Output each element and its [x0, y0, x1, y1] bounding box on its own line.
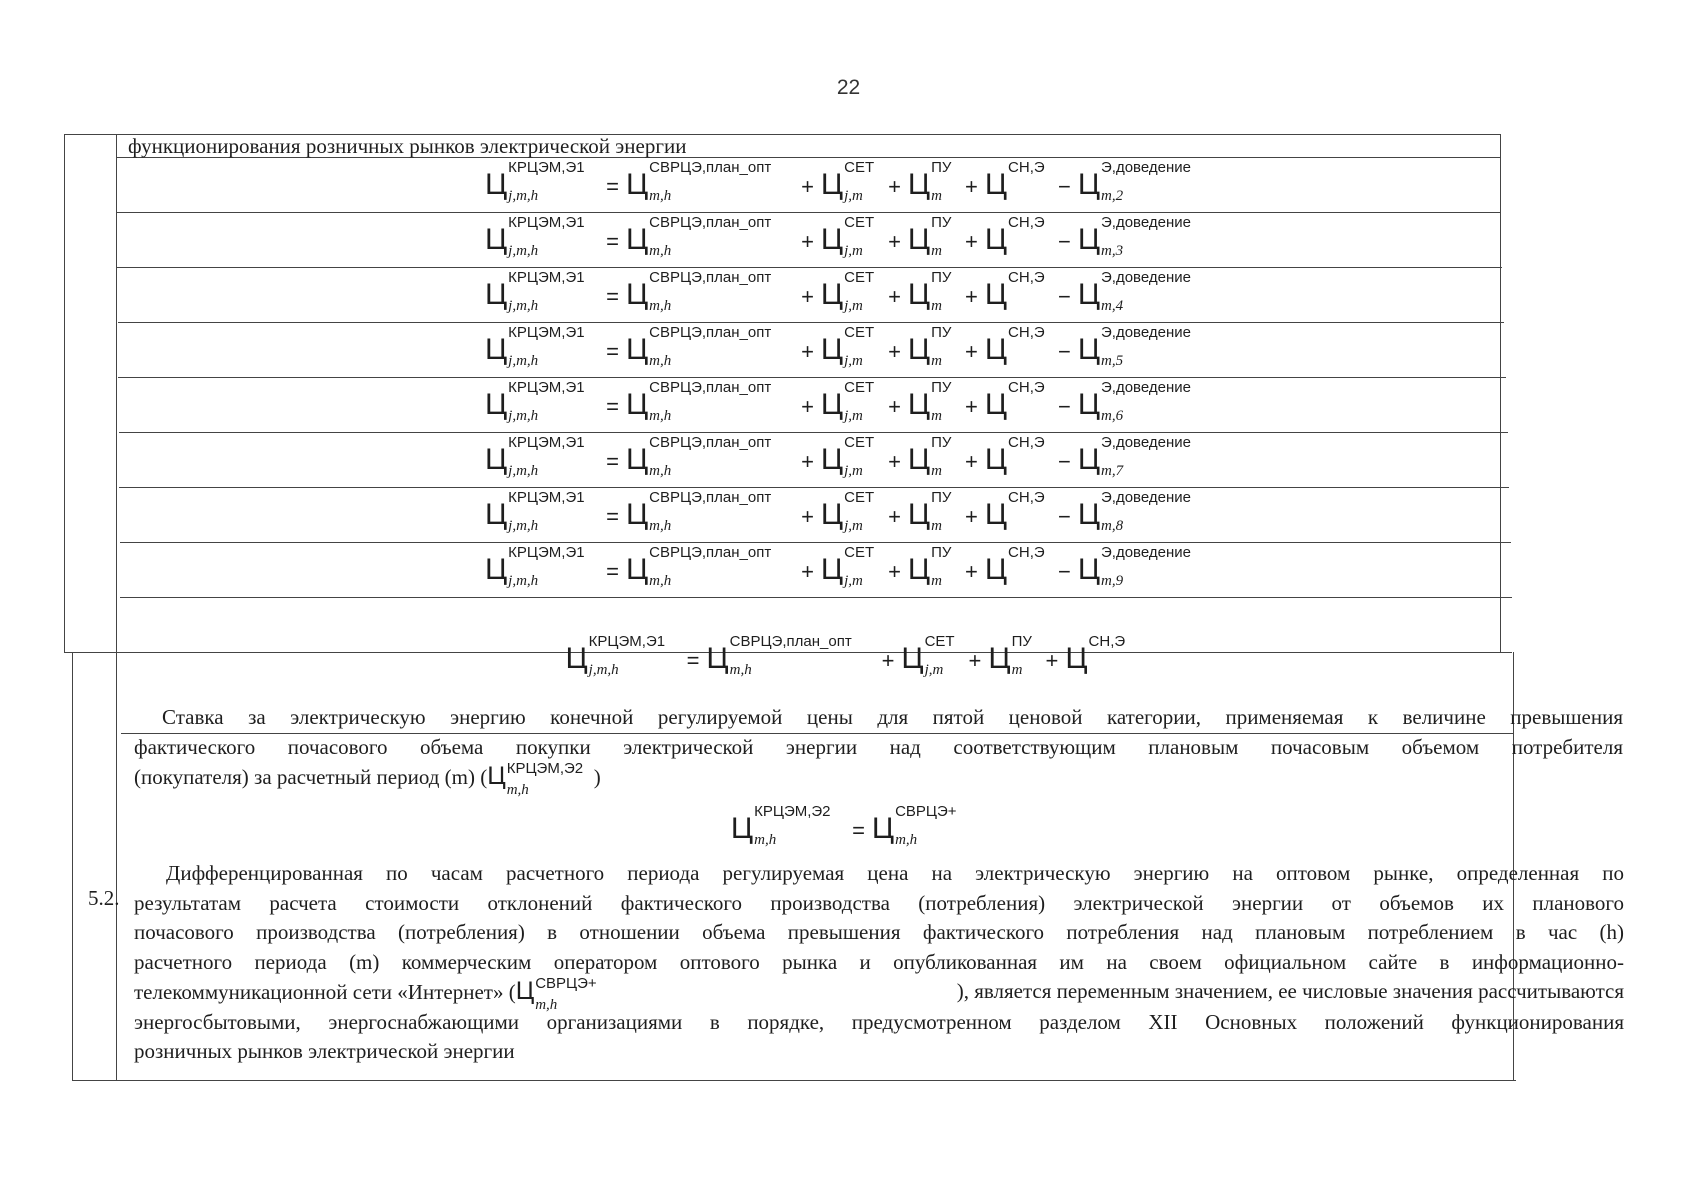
para2-line: розничных рынков электрической энергии [134, 1039, 515, 1063]
term-sn: Ц СН,Э [984, 544, 1045, 586]
term-set: Ц СЕТ j,m [820, 489, 875, 534]
term-svrce: Ц СВРЦЭ,план_опт m,h [625, 489, 772, 534]
lhs-term: Ц КРЦЭМ,Э1 j,m,h [484, 489, 585, 534]
continuation-text: функционирования розничных рынков электрической энергии [128, 134, 687, 158]
formula-row: Ц КРЦЭМ,Э1 j,m,h = Ц СВРЦЭ,план_опт m,h + Ц СЕТ j,m + Ц ПУ m + Ц СН,Э − Ц Э,доведение m,4 [484, 269, 1191, 314]
formula-row: Ц КРЦЭМ,Э1 j,m,h = Ц СВРЦЭ,план_опт m,h + Ц СЕТ j,m + Ц ПУ m + Ц СН,Э − Ц Э,доведение m,5 [484, 324, 1191, 369]
lhs-term: Ц КРЦЭМ,Э1 j,m,h [484, 324, 585, 369]
term-dovedenie: Ц Э,доведение m,8 [1077, 489, 1191, 534]
term-svrce: Ц СВРЦЭ,план_опт m,h [625, 324, 772, 369]
term-svrce: Ц СВРЦЭ,план_опт m,h [625, 379, 772, 424]
term-set: Ц СЕТ j,m [820, 544, 875, 589]
term-set: Ц СЕТ j,m [820, 324, 875, 369]
term-sn: Ц СН,Э [984, 324, 1045, 366]
rate-description [134, 703, 1623, 798]
row-number: 5.2. [88, 886, 120, 910]
term-svrce: Ц СВРЦЭ,план_опт m,h [625, 434, 772, 479]
para2-line: почасового производства (потребления) в отношении объема превышения фактического потребления над плановым потреблением в час (h) [134, 920, 1624, 944]
para2-line: расчетного периода (m) коммерческим оператором оптового рынка и опубликованная им на своем официальном сайте в информационно- [134, 949, 1624, 974]
term-svrce: Ц СВРЦЭ,план_опт m,h [625, 544, 772, 589]
para2-line: энергосбытовыми, энергоснабжающими организациями в порядке, предусмотренном разделом XII Основных положений функционирования [134, 1009, 1624, 1034]
formula-row: Ц КРЦЭМ,Э1 j,m,h = Ц СВРЦЭ,план_опт m,h + Ц СЕТ j,m + Ц ПУ m + Ц СН,Э − Ц Э,доведение m,6 [484, 379, 1191, 424]
formula-row: Ц КРЦЭМ,Э1 j,m,h = Ц СВРЦЭ,план_опт m,h + Ц СЕТ j,m + Ц ПУ m + Ц СН,Э − Ц Э,доведение m,9 [484, 544, 1191, 589]
price-definition [134, 859, 1624, 1067]
term-sn: Ц СН,Э [984, 379, 1045, 421]
lhs-term: Ц КРЦЭМ,Э1 j,m,h [565, 633, 666, 678]
term-pu: Ц ПУ m [907, 379, 952, 424]
term-dovedenie: Ц Э,доведение m,5 [1077, 324, 1191, 369]
term-sn: Ц СН,Э [984, 269, 1045, 311]
term-dovedenie: Ц Э,доведение m,3 [1077, 214, 1191, 259]
formula-row: Ц КРЦЭМ,Э1 j,m,h = Ц СВРЦЭ,план_опт m,h + Ц СЕТ j,m + Ц ПУ m + Ц СН,Э − Ц Э,доведение m,3 [484, 214, 1191, 259]
term-sn: Ц СН,Э [984, 214, 1045, 256]
term-set: Ц СЕТ j,m [901, 633, 955, 678]
term-pu: Ц ПУ m [907, 269, 952, 314]
formula-e2: Ц КРЦЭМ,Э2 m,h = Ц СВРЦЭ+ m,h [730, 803, 957, 848]
term-pu: Ц ПУ m [907, 489, 952, 534]
term-dovedenie: Ц Э,доведение m,9 [1077, 544, 1191, 589]
lhs-term: Ц КРЦЭМ,Э1 j,m,h [484, 544, 585, 589]
term-pu: Ц ПУ m [907, 434, 952, 479]
lhs-term: Ц КРЦЭМ,Э1 j,m,h [484, 269, 585, 314]
page-number: 22 [836, 76, 861, 99]
lhs-term: Ц КРЦЭМ,Э1 j,m,h [484, 214, 585, 259]
para2-line: результатам расчета стоимости отклонений фактического производства (потребления) электрической энергии от объемов их планового [134, 890, 1624, 915]
term-sn: Ц СН,Э [984, 159, 1045, 201]
term-sn: Ц СН,Э [1065, 633, 1126, 675]
term-set: Ц СЕТ j,m [820, 269, 875, 314]
formula-row-final: Ц КРЦЭМ,Э1 j,m,h = Ц СВРЦЭ,план_опт m,h + Ц СЕТ j,m + Ц ПУ m + Ц СН,Э [565, 633, 1126, 678]
term-set: Ц СЕТ j,m [820, 379, 875, 424]
term-svrce: Ц СВРЦЭ,план_опт m,h [625, 214, 772, 259]
term-svrce: Ц СВРЦЭ,план_опт m,h [625, 269, 772, 314]
lhs-term: Ц КРЦЭМ,Э1 j,m,h [484, 159, 585, 204]
term-set: Ц СЕТ j,m [820, 214, 875, 259]
para1-last-line: (покупателя) за расчетный период (m) (Ц КРЦЭМ,Э2 m,h ) [134, 760, 601, 798]
para1-line: фактического почасового объема покупки электрической энергии над соответствующим плановым почасовым объемом потребителя [134, 734, 1623, 759]
term-pu: Ц ПУ m [907, 544, 952, 589]
term-sn: Ц СН,Э [984, 489, 1045, 531]
term-set: Ц СЕТ j,m [820, 434, 875, 479]
term-sn: Ц СН,Э [984, 434, 1045, 476]
term-pu: Ц ПУ m [907, 324, 952, 369]
para1-line: Ставка за электрическую энергию конечной регулируемой цены для пятой ценовой категории, применяемая к величине превышения [162, 705, 1623, 729]
term-pu: Ц ПУ m [907, 214, 952, 259]
lhs-term: Ц КРЦЭМ,Э1 j,m,h [484, 379, 585, 424]
term-dovedenie: Ц Э,доведение m,2 [1077, 159, 1191, 204]
formula-row: Ц КРЦЭМ,Э1 j,m,h = Ц СВРЦЭ,план_опт m,h + Ц СЕТ j,m + Ц ПУ m + Ц СН,Э − Ц Э,доведение m,8 [484, 489, 1191, 534]
formula-row: Ц КРЦЭМ,Э1 j,m,h = Ц СВРЦЭ,план_опт m,h + Ц СЕТ j,m + Ц ПУ m + Ц СН,Э − Ц Э,доведение m,7 [484, 434, 1191, 479]
para2-line: Дифференцированная по часам расчетного периода регулируемая цена на электрическую энергию на оптовом рынке, определенная по [166, 861, 1624, 885]
formula-row: Ц КРЦЭМ,Э1 j,m,h = Ц СВРЦЭ,план_опт m,h + Ц СЕТ j,m + Ц ПУ m + Ц СН,Э − Ц Э,доведение m,2 [484, 159, 1191, 204]
term-set: Ц СЕТ j,m [820, 159, 875, 204]
term-svrce: Ц СВРЦЭ,план_опт m,h [706, 633, 852, 678]
term-dovedenie: Ц Э,доведение m,4 [1077, 269, 1191, 314]
term-dovedenie: Ц Э,доведение m,7 [1077, 434, 1191, 479]
lhs-term: Ц КРЦЭМ,Э1 j,m,h [484, 434, 585, 479]
para2-line-formula: телекоммуникационной сети «Интернет» (Ц СВРЦЭ+ m,h ), является переменным значением, ее числовые значения рассчитываются [134, 975, 1624, 1013]
term-svrce: Ц СВРЦЭ,план_опт m,h [625, 159, 772, 204]
term-pu: Ц ПУ m [988, 633, 1032, 678]
term-pu: Ц ПУ m [907, 159, 952, 204]
term-dovedenie: Ц Э,доведение m,6 [1077, 379, 1191, 424]
